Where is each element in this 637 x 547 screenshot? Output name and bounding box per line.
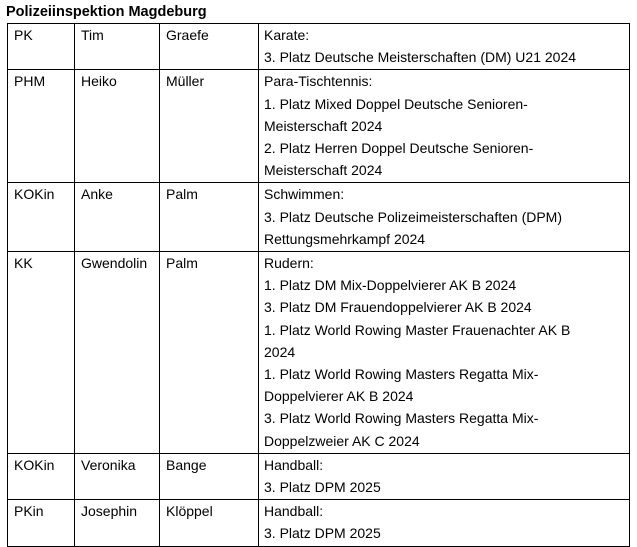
table-row [8,453,630,499]
achievement-line: 3. Platz World Rowing Masters Regatta Mix- [264,410,539,427]
achievement-line: Meisterschaft 2024 [264,162,383,179]
achievement-line: 3. Platz DPM 2025 [264,479,381,496]
table-row [8,24,630,70]
table-row [8,70,630,183]
last-name-cell: Palm [160,183,259,252]
achievement-line: 3. Platz DM Frauendoppelvierer AK B 2024 [264,299,532,316]
rank-cell: PHM [8,70,75,183]
achievement-line: 1. Platz World Rowing Master Frauenachter AK B [264,321,571,338]
last-name-cell: Müller [160,70,259,183]
first-name-cell: Josephin [75,500,160,546]
first-name-cell: Veronika [75,453,160,499]
achievement-cell [259,453,630,499]
first-name-cell: Tim [75,24,160,70]
achievement-cell [259,252,630,454]
achievement-line: Meisterschaft 2024 [264,117,383,134]
sport-label: Karate: [264,27,310,43]
awards-table-body [8,24,630,547]
last-name-cell: Bange [160,453,259,499]
achievement-line: 1. Platz Mixed Doppel Deutsche Senioren- [264,95,528,112]
awards-table [7,23,630,547]
rank-cell: KOKin [8,453,75,499]
first-name-cell: Gwendolin [75,252,160,454]
achievement-line: 1. Platz DM Mix-Doppelvierer AK B 2024 [264,277,517,294]
rank-cell: KK [8,252,75,454]
achievement-cell [259,500,630,546]
table-row [8,183,630,252]
rank-cell: KOKin [8,183,75,252]
sport-label: Handball: [264,503,324,520]
achievement-line: 3. Platz DPM 2025 [264,525,381,542]
sport-label: Para-Tischtennis: [264,73,373,90]
first-name-cell: Anke [75,183,160,252]
document-title: Polizeiinspektion Magdeburg [6,4,207,20]
achievement-line: Rettungsmehrkampf 2024 [264,230,426,247]
table-row [8,252,630,454]
achievement-cell [259,24,630,70]
achievement-cell [259,183,630,252]
achievement-line: 1. Platz World Rowing Masters Regatta Mix- [264,366,539,383]
first-name-cell: Heiko [75,70,160,183]
table-row [8,500,630,546]
achievement-line: Doppelzweier AK C 2024 [264,432,420,449]
last-name-cell: Palm [160,252,259,454]
rank-cell: PKin [8,500,75,546]
last-name-cell: Klöppel [160,500,259,546]
achievement-cell [259,70,630,183]
sport-label: Handball: [264,456,324,473]
rank-cell: PK [8,24,75,70]
sport-label: Rudern: [264,255,314,272]
achievement-line: Doppelvierer AK B 2024 [264,388,414,405]
achievement-line: 2. Platz Herren Doppel Deutsche Senioren- [264,140,534,157]
achievement-line: 3. Platz Deutsche Polizeimeisterschaften (DPM) [264,208,562,225]
last-name-cell: Graefe [160,24,259,70]
sport-label: Schwimmen: [264,186,345,203]
achievement-line: 3. Platz Deutsche Meisterschaften (DM) U21 2024 [264,49,577,66]
achievement-line: 2024 [264,343,296,360]
